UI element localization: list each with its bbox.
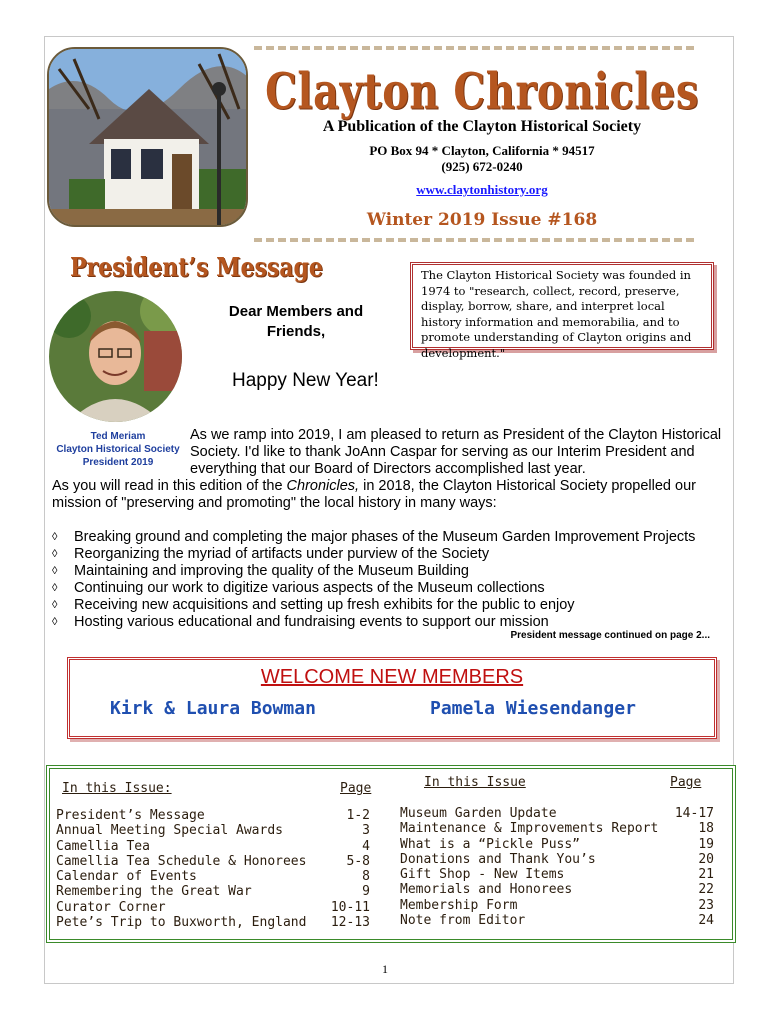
toc-page: 14-17 [674,806,714,821]
table-of-contents [46,765,736,943]
toc-left-page-header: Page [340,781,372,796]
caption-name: Ted Meriam [90,431,146,442]
new-member-1: Kirk & Laura Bowman [110,698,316,719]
list-item [52,597,732,614]
toc-page: 12-13 [330,915,370,931]
toc-entry[interactable]: What is a “Pickle Puss” [400,836,581,852]
toc-page: 21 [698,867,714,883]
toc-page: 4 [362,838,370,854]
toc-entry[interactable]: Memorials and Honorees [400,882,573,898]
toc-page: 1-2 [346,808,370,823]
new-member-2: Pamela Wiesendanger [430,698,636,719]
toc-left-titles [56,808,316,930]
toc-page: 5-8 [346,853,370,869]
list-item-text: Receiving new acquisitions and setting up fresh exhibits for the public to enjoy [74,597,575,613]
toc-page: 24 [698,913,714,929]
president-portrait [49,291,182,422]
newsletter-title: Clayton Chronicles [265,62,699,121]
list-item [52,614,732,631]
toc-left-header: In this Issue: [62,781,172,796]
toc-entry[interactable]: Gift Shop - New Items [400,867,565,883]
toc-page: 20 [698,851,714,867]
toc-right-pages [664,806,714,928]
toc-entry[interactable]: Calendar of Events [56,869,197,885]
toc-page: 8 [362,869,370,885]
toc-entry[interactable]: Membership Form [400,897,518,913]
house-photo [47,47,248,227]
toc-entry[interactable]: Camellia Tea Schedule & Honorees [56,853,307,869]
page-number: 1 [382,962,388,976]
toc-right-titles [400,806,660,928]
toc-entry[interactable]: President’s Message [56,808,205,823]
list-item [52,580,732,597]
issue-label: Winter 2019 Issue #168 [366,210,598,230]
mission-statement-text: The Clayton Historical Society was founded in 1974 to "research, collect, record, preserve, display, borrow, share, and interpret local history information and memorabilia, and to promote understanding of Clayton origins and development." [421,268,692,360]
message-paragraph-2 [52,478,732,512]
list-item-text: Hosting various educational and fundraising events to support our mission [74,614,549,630]
diamond-bullet-icon: ◊ [52,582,58,594]
presidents-message-heading: President’s Message [70,252,323,284]
toc-page: 10-11 [330,899,370,915]
toc-entry[interactable]: Maintenance & Improvements Report [400,821,659,837]
toc-entry[interactable]: Camellia Tea [56,838,150,854]
welcome-members-box [67,657,717,739]
list-item [52,529,732,546]
mission-statement-box [410,262,714,360]
toc-entry[interactable]: Curator Corner [56,899,166,915]
caption-org: Clayton Historical Society [56,444,180,455]
bottom-dashed-rule [254,238,694,242]
toc-right-header: In this Issue [424,775,526,790]
list-item-text: Reorganizing the myriad of artifacts under purview of the Society [74,546,490,562]
toc-entry[interactable]: Pete’s Trip to Buxworth, England [56,915,307,931]
diamond-bullet-icon: ◊ [52,565,58,577]
phone-number: (925) 672-0240 [441,159,523,174]
toc-right-page-header: Page [670,775,702,790]
mailing-address: PO Box 94 * Clayton, California * 94517 [369,143,595,158]
diamond-bullet-icon: ◊ [52,531,58,543]
accomplishments-list [52,529,732,631]
toc-entry[interactable]: Museum Garden Update [400,806,557,821]
portrait-caption [56,430,180,469]
diamond-bullet-icon: ◊ [52,616,58,628]
top-dashed-rule [254,46,694,50]
toc-entry[interactable]: Donations and Thank You’s [400,851,596,867]
chronicles-italic: Chronicles, [286,478,360,494]
toc-page: 18 [698,821,714,837]
toc-entry[interactable]: Note from Editor [400,913,526,929]
welcome-title: WELCOME NEW MEMBERS [260,666,524,688]
toc-page: 3 [362,823,370,839]
greeting: Dear Members and Friends, [228,303,364,340]
toc-page: 19 [698,836,714,852]
toc-page: 9 [362,884,370,900]
list-item [52,563,732,580]
toc-page: 23 [698,897,714,913]
publication-subtitle: A Publication of the Clayton Historical Society [322,118,642,135]
diamond-bullet-icon: ◊ [52,599,58,611]
toc-entry[interactable]: Annual Meeting Special Awards [56,823,283,839]
toc-left-pages [322,808,370,930]
paragraph-2-end: in 2018, the Clayton Historical Society propelled our mission of "preserving and promoting" the local history in many ways: [52,478,696,511]
paragraph-2-start: As you will read in this edition of the [52,478,287,494]
list-item-text: Breaking ground and completing the major phases of the Museum Garden Improvement Projects [74,529,696,545]
website-link[interactable]: www.claytonhistory.org [416,182,548,197]
list-item-text: Continuing our work to digitize various aspects of the Museum collections [74,580,545,596]
toc-entry[interactable]: Remembering the Great War [56,884,252,900]
toc-page: 22 [698,882,714,898]
list-item-text: Maintaining and improving the quality of the Museum Building [74,563,469,579]
message-paragraph-1: As we ramp into 2019, I am pleased to return as President of the Clayton Historical Society. I'd like to thank JoAnn Caspar for serving as our Interim President and everything that our Board of Directors accomplished last year. [190,427,722,477]
continued-note: President message continued on page 2... [510,630,710,641]
list-item [52,546,732,563]
happy-new-year: Happy New Year! [232,370,379,391]
caption-role: President 2019 [82,457,154,468]
diamond-bullet-icon: ◊ [52,548,58,560]
